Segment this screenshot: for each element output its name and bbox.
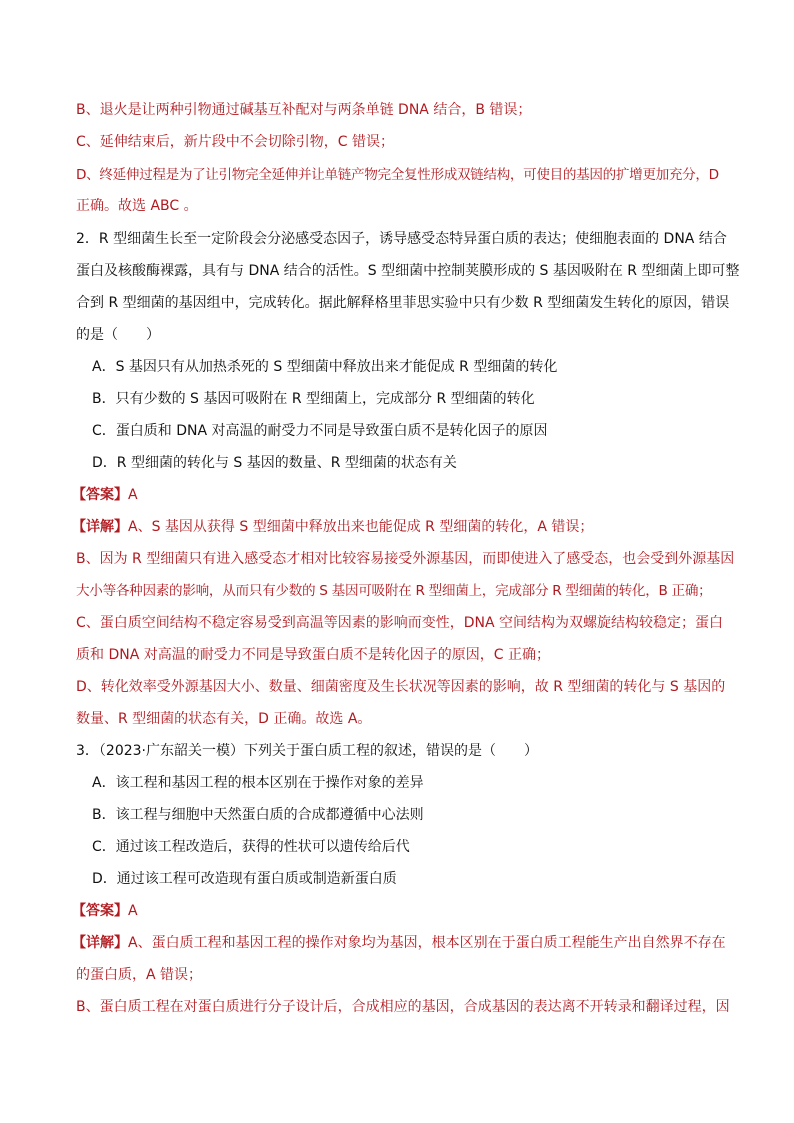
explanation-line: 的蛋白质，A 错误； — [76, 967, 203, 983]
answer-line: 正确。故选 ABC 。 — [76, 198, 198, 214]
explanation-text: A、蛋白质工程和基因工程的操作对象均为基因，根本区别在于蛋白质工程能生产出自然界不存在 — [128, 935, 726, 951]
answer-line: D、终延伸过程是为了让引物完全延伸并让单链产物完全复性形成双链结构，可使目的基因的扩增更加充分，D — [76, 167, 719, 183]
explanation-tag: 【详解】 — [72, 519, 128, 535]
answer-tag: 【答案】 — [72, 903, 128, 919]
answer-line: B、退火是让两种引物通过碱基互补配对与两条单链 DNA 结合，B 错误； — [76, 102, 532, 118]
answer-line: C、延伸结束后，新片段中不会切除引物，C 错误； — [76, 134, 394, 150]
explanation-tag: 【详解】 — [72, 935, 128, 951]
explanation-row — [72, 933, 726, 953]
option-b: B．该工程与细胞中天然蛋白质的合成都遵循中心法则 — [92, 807, 424, 823]
explanation-line: C、蛋白质空间结构不稳定容易受到高温等因素的影响而变性，DNA 空间结构为双螺旋结构较稳定；蛋白 — [76, 615, 724, 631]
option-b: B．只有少数的 S 基因可吸附在 R 型细菌上，完成部分 R 型细菌的转化 — [92, 391, 535, 407]
answer-value: A — [128, 903, 138, 919]
explanation-row — [72, 517, 593, 537]
explanation-line: 数量、R 型细菌的状态有关，D 正确。故选 A。 — [76, 711, 372, 727]
option-a: A．该工程和基因工程的根本区别在于操作对象的差异 — [92, 775, 424, 791]
question-stem: 蛋白及核酸酶裸露，具有与 DNA 结合的活性。S 型细菌中控制荚膜形成的 S 基因吸附在 R 型细菌上即可整 — [76, 263, 740, 279]
option-d: D．通过该工程可改造现有蛋白质或制造新蛋白质 — [92, 871, 397, 887]
question-stem: 合到 R 型细菌的基因组中，完成转化。据此解释格里菲思实验中只有少数 R 型细菌发生转化的原因，错误 — [76, 295, 730, 311]
option-a: A．S 基因只有从加热杀死的 S 型细菌中释放出来才能促成 R 型细菌的转化 — [92, 359, 558, 375]
option-c: C．蛋白质和 DNA 对高温的耐受力不同是导致蛋白质不是转化因子的原因 — [92, 423, 548, 439]
explanation-text: A、S 基因从获得 S 型细菌中释放出来也能促成 R 型细菌的转化，A 错误； — [128, 519, 594, 535]
explanation-line: 大小等各种因素的影响，从而只有少数的 S 基因可吸附在 R 型细菌上，完成部分 R 型细菌的转化，B 正确； — [76, 583, 712, 599]
question-stem: 2．R 型细菌生长至一定阶段会分泌感受态因子，诱导感受态特异蛋白质的表达；使细胞表面的 DNA 结合 — [76, 231, 727, 247]
question-stem: 的是（ ） — [76, 327, 160, 343]
answer-row — [72, 901, 138, 921]
explanation-line: B、蛋白质工程在对蛋白质进行分子设计后，合成相应的基因，合成基因的表达离不开转录和翻译过程，因 — [76, 999, 730, 1015]
option-c: C．通过该工程改造后，获得的性状可以遗传给后代 — [92, 839, 410, 855]
question-stem: 3．（2023·广东韶关一模）下列关于蛋白质工程的叙述，错误的是（ ） — [76, 743, 538, 759]
option-d: D．R 型细菌的转化与 S 基因的数量、R 型细菌的状态有关 — [92, 455, 457, 471]
explanation-line: 质和 DNA 对高温的耐受力不同是导致蛋白质不是转化因子的原因，C 正确； — [76, 647, 550, 663]
explanation-line: B、因为 R 型细菌只有进入感受态才相对比较容易接受外源基因，而即使进入了感受态，也会受到外源基因 — [76, 551, 735, 567]
explanation-line: D、转化效率受外源基因大小、数量、细菌密度及生长状况等因素的影响，故 R 型细菌的转化与 S 基因的 — [76, 679, 726, 695]
answer-tag: 【答案】 — [72, 487, 128, 503]
answer-row — [72, 485, 138, 505]
answer-value: A — [128, 487, 138, 503]
